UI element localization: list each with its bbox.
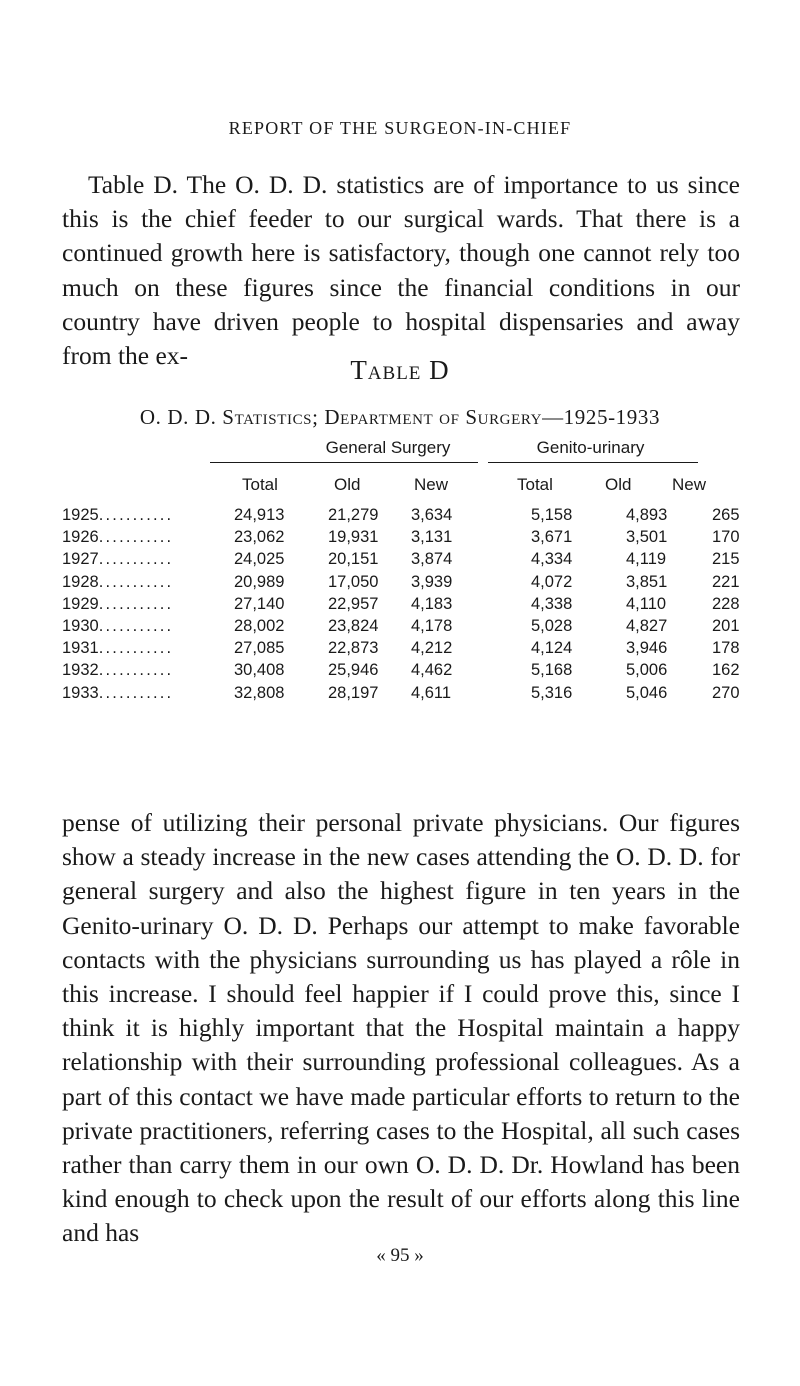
leader-dots: ........... — [98, 550, 174, 569]
cell-gu-new: 221 — [712, 572, 740, 591]
cell-gs-new: 3,939 — [411, 572, 453, 591]
paragraph-intro: Table D. The O. D. D. statistics are of importance to us since this is the chief feeder to our surgical wards. That there is a continued growth here is satisfactory, though one cannot rely too much on these figures since the financial conditions in our country have driven people to hospital dispensaries and away from the ex- — [62, 170, 740, 371]
cell-gs-new: 4,212 — [411, 639, 453, 658]
cell-gu-total: 4,338 — [531, 594, 573, 613]
leader-dots: ........... — [98, 661, 174, 680]
cell-gu-total: 5,168 — [531, 661, 573, 680]
statistics-table — [62, 504, 752, 704]
column-header-gu-total: Total — [517, 475, 553, 494]
cell-gs-new: 4,178 — [411, 617, 453, 636]
year-label: 1928 — [62, 572, 99, 591]
cell-gs-new: 4,611 — [411, 683, 452, 702]
cell-gu-new: 215 — [712, 550, 740, 569]
year-label: 1929 — [62, 594, 99, 613]
year-cell — [62, 548, 234, 570]
running-header: REPORT OF THE SURGEON-IN-CHIEF — [228, 118, 572, 138]
group-rule-genito-urinary — [488, 462, 698, 463]
cell-gs-total: 30,408 — [234, 661, 285, 680]
year-cell — [62, 615, 234, 637]
cell-gs-new: 4,462 — [411, 661, 453, 680]
group-header-general-surgery: General Surgery — [325, 438, 451, 457]
cell-gs-new: 4,183 — [411, 594, 453, 613]
cell-gs-total: 27,085 — [234, 639, 285, 658]
cell-gu-old: 4,827 — [626, 617, 668, 636]
year-label: 1930 — [62, 617, 99, 636]
cell-gu-old: 4,110 — [626, 594, 667, 613]
cell-gs-old: 22,957 — [328, 594, 379, 613]
table-row — [62, 682, 752, 704]
leader-dots: ........... — [98, 639, 174, 658]
year-cell — [62, 659, 234, 681]
year-cell — [62, 526, 234, 548]
cell-gu-new: 170 — [712, 528, 740, 547]
cell-gu-total: 3,671 — [531, 528, 573, 547]
cell-gu-old: 3,946 — [626, 639, 668, 658]
year-label: 1925 — [62, 506, 99, 524]
cell-gs-old: 20,151 — [328, 550, 379, 569]
paragraph-continuation: pense of utilizing their personal private physicians. Our figures show a steady increase in the new cases attending the O. D. D. for general surgery and also the highest figure in ten years in the Genito-urinary O. D. D. Perhaps our attempt to make favorable contacts with the physicians surrounding us has played a rôle in this increase. I should feel happier if I could prove this, since I think it is highly important that the Hospital maintain a happy relationship with their surrounding professional colleagues. As a part of this contact we have made particular efforts to return to the private practitioners, referring cases to the Hospital, all such cases rather than carry them in our own O. D. D. Dr. Howland has been kind enough to check upon the result of our efforts along this line and has — [62, 808, 740, 1248]
cell-gu-total: 4,334 — [531, 550, 573, 569]
table-row — [62, 615, 752, 637]
cell-gs-total: 28,002 — [234, 617, 285, 636]
cell-gs-total: 24,025 — [234, 550, 285, 569]
year-label: 1927 — [62, 550, 99, 569]
cell-gu-new: 265 — [712, 506, 740, 524]
cell-gu-old: 4,119 — [626, 550, 667, 569]
group-header-genito-urinary: Genito-urinary — [536, 438, 645, 457]
cell-gs-old: 25,946 — [328, 661, 379, 680]
year-cell — [62, 504, 234, 526]
table-row — [62, 637, 752, 659]
leader-dots: ........... — [98, 683, 174, 702]
cell-gu-new: 228 — [712, 594, 740, 613]
table-row — [62, 526, 752, 548]
table-row — [62, 548, 752, 570]
cell-gs-new: 3,874 — [411, 550, 453, 569]
cell-gs-total: 20,989 — [234, 572, 285, 591]
cell-gu-total: 5,316 — [531, 683, 573, 702]
table-row — [62, 593, 752, 615]
cell-gs-total: 27,140 — [234, 594, 285, 613]
table-row — [62, 504, 752, 526]
cell-gs-old: 17,050 — [328, 572, 379, 591]
year-label: 1931 — [62, 639, 99, 658]
cell-gs-total: 32,808 — [234, 683, 285, 702]
cell-gs-total: 23,062 — [234, 528, 285, 547]
cell-gs-new: 3,634 — [411, 506, 453, 524]
cell-gu-new: 178 — [712, 639, 740, 658]
cell-gs-old: 23,824 — [328, 617, 379, 636]
table-row — [62, 659, 752, 681]
leader-dots: ........... — [98, 594, 174, 613]
column-header-gs-old: Old — [334, 475, 361, 494]
cell-gs-old: 28,197 — [328, 683, 379, 702]
leader-dots: ........... — [98, 572, 174, 591]
year-cell — [62, 682, 234, 704]
table-title: Table D — [350, 355, 450, 385]
cell-gs-total: 24,913 — [234, 506, 285, 524]
cell-gu-total: 5,158 — [531, 506, 573, 524]
leader-dots: ........... — [98, 528, 174, 547]
year-label: 1926 — [62, 528, 99, 547]
year-cell — [62, 593, 234, 615]
year-cell — [62, 637, 234, 659]
year-cell — [62, 571, 234, 593]
cell-gu-old: 5,046 — [626, 683, 668, 702]
column-header-gs-new: New — [414, 475, 449, 494]
cell-gu-old: 4,893 — [626, 506, 668, 524]
cell-gu-old: 5,006 — [626, 661, 668, 680]
year-label: 1933 — [62, 683, 99, 702]
column-header-gs-total: Total — [242, 475, 278, 494]
cell-gu-total: 4,072 — [531, 572, 573, 591]
leader-dots: ........... — [98, 617, 174, 636]
cell-gu-new: 270 — [712, 683, 740, 702]
cell-gs-old: 19,931 — [328, 528, 379, 547]
cell-gu-old: 3,851 — [626, 572, 668, 591]
statistics-table-body — [62, 504, 752, 704]
cell-gu-total: 5,028 — [531, 617, 573, 636]
cell-gu-new: 201 — [712, 617, 740, 636]
column-header-gu-old: Old — [605, 475, 632, 494]
page-number: « 95 » — [376, 1245, 424, 1266]
leader-dots: ........... — [98, 506, 174, 524]
cell-gu-old: 3,501 — [626, 528, 668, 547]
table-row — [62, 571, 752, 593]
cell-gs-old: 22,873 — [328, 639, 379, 658]
cell-gu-total: 4,124 — [531, 639, 573, 658]
cell-gs-new: 3,131 — [411, 528, 453, 547]
column-header-gu-new: New — [672, 475, 707, 494]
group-rule-general-surgery — [210, 462, 478, 463]
cell-gu-new: 162 — [712, 661, 740, 680]
table-caption: O. D. D. Statistics; Department of Surgery—1925-1933 — [139, 405, 661, 429]
year-label: 1932 — [62, 661, 99, 680]
cell-gs-old: 21,279 — [328, 506, 379, 524]
